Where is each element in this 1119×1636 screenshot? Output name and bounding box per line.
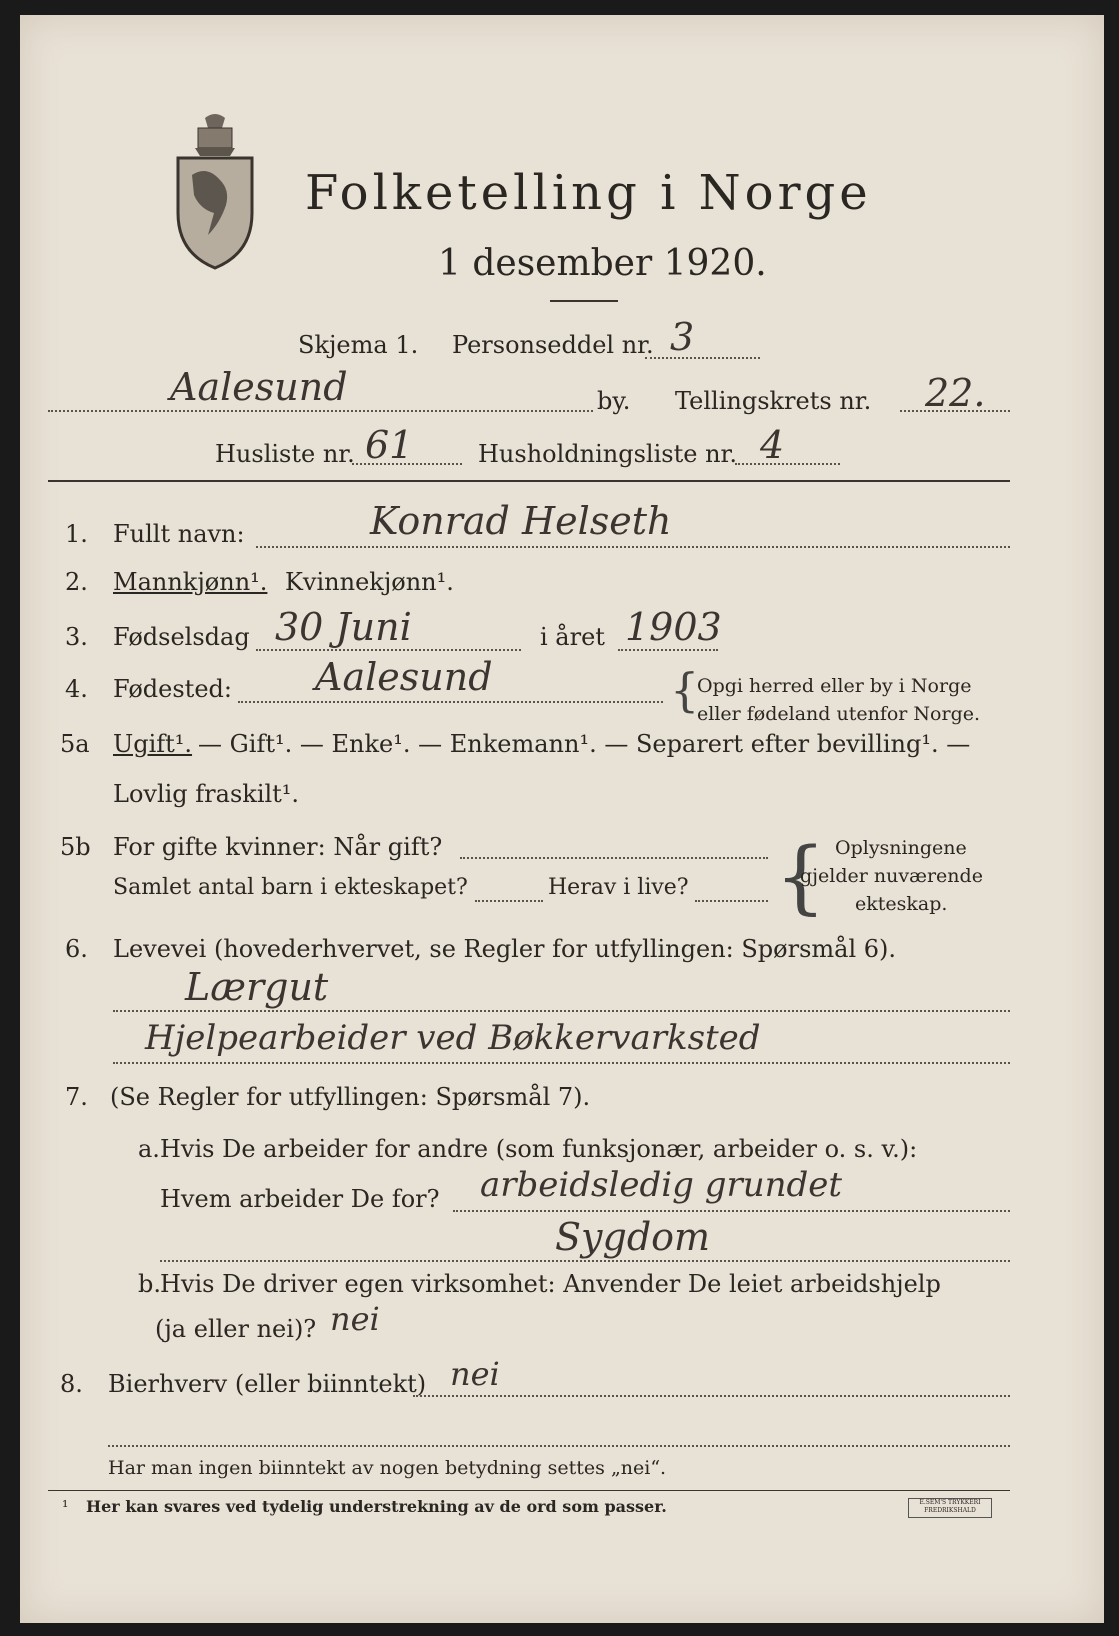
q7a-line-b [160, 1260, 1010, 1262]
q1-label: Fullt navn: [113, 520, 245, 548]
q7a-line-a [453, 1210, 1010, 1212]
q3-year-value: 1903 [625, 605, 722, 649]
husholdning-line [735, 463, 840, 465]
q1-number: 1. [65, 520, 88, 548]
personseddel-line [645, 357, 760, 359]
by-value: Aalesund [170, 365, 348, 409]
q7-number: 7. [65, 1083, 88, 1111]
q3-year-line [618, 649, 718, 651]
q5b-number: 5b [60, 833, 91, 861]
q6-value2: Hjelpearbeider ved Bøkkervarksted [145, 1018, 761, 1058]
q7a-line2: Hvem arbeider De for? [160, 1185, 440, 1213]
q5a-lovlig-fraskilt: Lovlig fraskilt¹. [113, 780, 300, 808]
q7a-line1: Hvis De arbeider for andre (som funksjonær, arbeider o. s. v.): [160, 1135, 918, 1163]
q6-value1: Lærgut [185, 965, 329, 1009]
q3-number: 3. [65, 623, 88, 651]
coat-of-arms-emblem [170, 110, 260, 274]
footnote-separator [48, 1490, 1010, 1491]
q4-note-line2: eller fødeland utenfor Norge. [697, 703, 981, 725]
by-line [48, 410, 593, 412]
q7-label: (Se Regler for utfyllingen: Spørsmål 7). [110, 1083, 591, 1111]
title-divider [550, 300, 618, 302]
q8-value: nei [450, 1355, 500, 1393]
q7b-letter: b. [138, 1270, 161, 1298]
q4-value: Aalesund [315, 655, 493, 699]
q8-label: Bierhverv (eller biinntekt) [108, 1370, 427, 1398]
q1-line [256, 546, 1010, 548]
q5a-other-options: — Gift¹. — Enke¹. — Enkemann¹. — Separert efter bevilling¹. — [198, 730, 971, 758]
q6-line1 [113, 1010, 1010, 1012]
q5b-line1: For gifte kvinner: Når gift? [113, 833, 443, 861]
q5b-married-line [460, 857, 768, 859]
printer-stamp-text: E.SEM'S TRYKKERI FREDRIKSHALD [919, 1499, 981, 1514]
q8-line1 [413, 1395, 1010, 1397]
q2-male-option: Mannkjønn¹. [113, 568, 268, 596]
q8-number: 8. [60, 1370, 83, 1398]
by-label: by. [597, 387, 631, 415]
form-title: Folketelling i Norge [305, 165, 872, 221]
q2-female-option: Kvinnekjønn¹. [285, 568, 454, 596]
census-date: 1 desember 1920. [438, 243, 767, 284]
q4-brace: { [670, 663, 700, 717]
personseddel-value: 3 [670, 315, 695, 359]
q6-number: 6. [65, 935, 88, 963]
q7a-letter: a. [138, 1135, 160, 1163]
husliste-label: Husliste nr. [215, 440, 355, 468]
header-separator [48, 480, 1010, 482]
husholdning-value: 4 [760, 423, 785, 467]
q7a-value2: Sygdom [555, 1215, 711, 1259]
q4-line [238, 701, 663, 703]
q3-year-label: i året [540, 623, 605, 651]
q5b-note-line1: Oplysningene [835, 837, 967, 859]
q3-label: Fødselsdag [113, 623, 250, 651]
q4-number: 4. [65, 675, 88, 703]
footnote-marker: ¹ [62, 1497, 69, 1516]
footnote-text: Her kan svares ved tydelig understrekning av de ord som passer. [86, 1497, 667, 1516]
q7b-value: nei [330, 1300, 380, 1338]
q8-line2 [108, 1445, 1010, 1447]
q1-value: Konrad Helseth [370, 499, 672, 543]
q4-note-line1: Opgi herred eller by i Norge [697, 675, 972, 697]
printer-stamp [908, 1498, 992, 1518]
q7b-line1: Hvis De driver egen virksomhet: Anvender De leiet arbeidshjelp [160, 1270, 941, 1298]
q5b-brace: { [775, 830, 826, 923]
q5b-note-line3: ekteskap. [855, 893, 948, 915]
q4-label: Fødested: [113, 675, 232, 703]
q3-birthday-value: 30 Juni [275, 605, 412, 649]
q7a-value1: arbeidsledig grundet [480, 1165, 843, 1205]
q5a-number: 5a [60, 730, 90, 758]
tellingskrets-label: Tellingskrets nr. [675, 387, 872, 415]
q3-date-line [256, 649, 521, 651]
q2-number: 2. [65, 568, 88, 596]
census-form-page [20, 15, 1104, 1623]
husliste-value: 61 [365, 423, 414, 467]
q6-label: Levevei (hovederhvervet, se Regler for utfyllingen: Spørsmål 6). [113, 935, 897, 963]
q6-line2 [113, 1062, 1010, 1064]
tellingskrets-value: 22. [925, 371, 986, 415]
q5b-children-line [475, 900, 543, 902]
q7b-line2: (ja eller nei)? [155, 1315, 317, 1343]
q5b-alive-label: Herav i live? [548, 875, 689, 900]
husholdning-label: Husholdningsliste nr. [478, 440, 737, 468]
q5b-alive-line [695, 900, 768, 902]
q5a-ugift-option: Ugift¹. [113, 730, 193, 758]
skjema-label: Skjema 1. [298, 331, 419, 359]
q5b-note-line2: gjelder nuværende [800, 865, 983, 887]
q5b-children-label: Samlet antal barn i ekteskapet? [113, 875, 468, 900]
personseddel-label: Personseddel nr. [452, 331, 654, 359]
biinntekt-note: Har man ingen biinntekt av nogen betydning settes „nei“. [108, 1457, 667, 1479]
